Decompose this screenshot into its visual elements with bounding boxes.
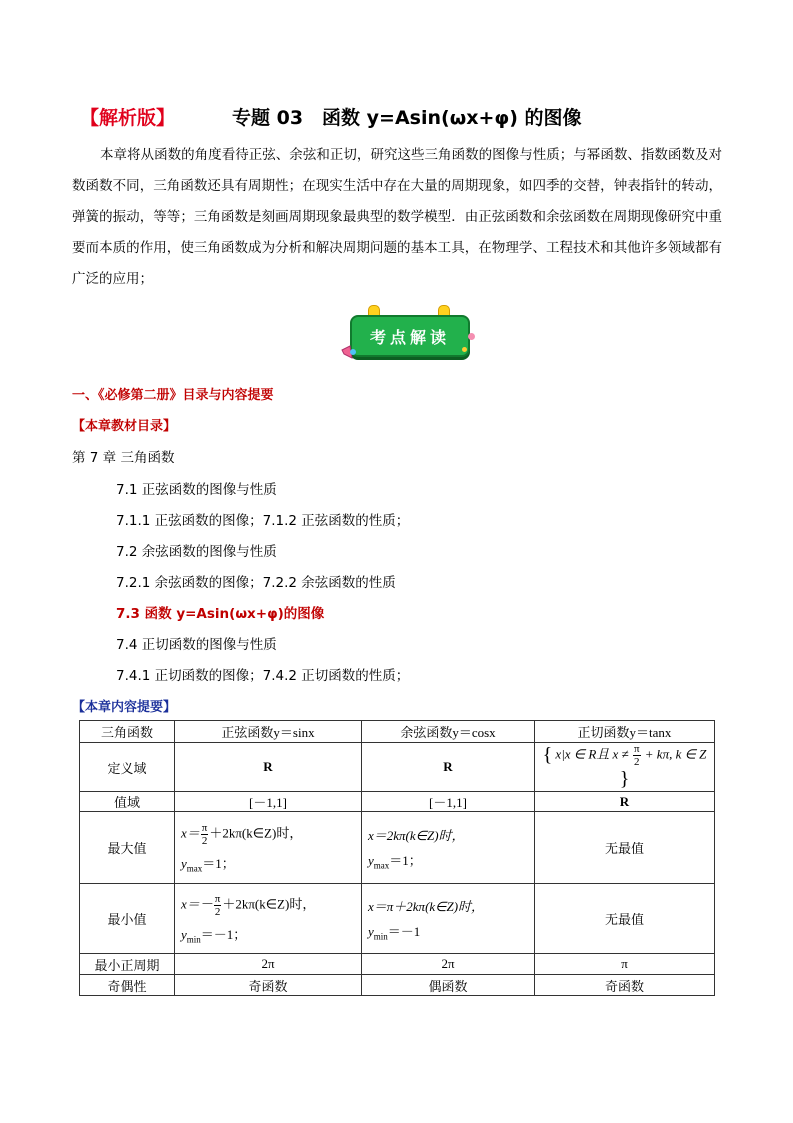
fraction: $\frac{\pi}{2}$ — [633, 743, 640, 768]
toc-item: 7.2 余弦函数的图像与性质 — [116, 544, 277, 560]
cell-cos-max: x＝2kπ(k∈Z)时， $y_{max}=1$； — [362, 812, 535, 884]
row-label: 值域 — [80, 792, 175, 812]
table-row — [80, 884, 715, 954]
cell-tan-min: 无最值 — [535, 884, 715, 954]
table-row — [80, 975, 715, 996]
badge-label: 考点解读 — [369, 328, 450, 347]
intro-paragraph: 本章将从函数的角度看待正弦、余弦和正切，研究这些三角函数的图像与性质；与幂函数、指数函数及对数函数不同，三角函数还具有周期性；在现实生活中存在大量的周期现象，如四季的交替，钟表指针的转动，弹簧的振动，等等；三角函数是刻画周期现象最典型的数学模型．由正弦函数和余弦函数在周期现像研究中重要而本质的作用，使三角函数成为分析和解决周期问题的基本工具，在物理学、工程技术和其他许多领域都有广泛的应用； — [72, 147, 722, 287]
title-row — [80, 103, 740, 133]
cell-cos-domain: R — [362, 743, 535, 792]
row-label: 奇偶性 — [80, 975, 175, 996]
header-cell: 余弦函数y＝cosx — [362, 721, 535, 743]
row-label: 最小正周期 — [80, 954, 175, 975]
toc-item: 7.4 正切函数的图像与性质 — [116, 637, 277, 653]
cell-tan-range: R — [535, 792, 715, 812]
row-label: 定义域 — [80, 743, 175, 792]
header-cell: 正弦函数y＝sinx — [175, 721, 362, 743]
page-title: 专题 03 函数 y=Asin(ωx+φ) 的图像 — [232, 107, 582, 129]
cell-sin-max: x＝ $\frac{\pi}{2}$ ＋2kπ(k∈Z)时， $y_{max}=1$； — [175, 812, 362, 884]
intro-text — [72, 140, 722, 295]
table-row — [80, 792, 715, 812]
cell-tan-parity: 奇函数 — [535, 975, 715, 996]
decor-dot — [468, 333, 475, 340]
cell-tan-domain: { x|x ∈ R且 x ≠ $\frac{\pi}{2}$ + kπ, k ∈ Z } — [535, 743, 715, 792]
cell-sin-parity: 奇函数 — [175, 975, 362, 996]
toc-item: 7.2.1 余弦函数的图像；7.2.2 余弦函数的性质 — [116, 575, 396, 591]
edition-tag: 【解析版】 — [80, 107, 176, 129]
section-heading: 一、《必修第二册》目录与内容提要 — [72, 388, 274, 403]
toc-item-highlighted: 7.3 函数 y=Asin(ωx+φ)的图像 — [116, 606, 325, 622]
cell-cos-parity: 偶函数 — [362, 975, 535, 996]
cell-cos-period: 2π — [362, 954, 535, 975]
cell-cos-range: [－1,1] — [362, 792, 535, 812]
header-cell: 正切函数y＝tanx — [535, 721, 715, 743]
toc-chapter: 第 7 章 三角函数 — [72, 450, 175, 466]
table-header-row — [80, 721, 715, 743]
badge-box — [350, 315, 470, 357]
decor-dot — [462, 347, 467, 352]
cell-sin-range: [－1,1] — [175, 792, 362, 812]
summary-heading: 【本章内容提要】 — [72, 700, 177, 715]
cell-sin-domain: R — [175, 743, 362, 792]
cell-cos-min: x＝π＋2kπ(k∈Z)时， $y_{min}=-1$ — [362, 884, 535, 954]
cell-sin-period: 2π — [175, 954, 362, 975]
toc-item: 7.1 正弦函数的图像与性质 — [116, 482, 277, 498]
row-label: 最小值 — [80, 884, 175, 954]
toc-item: 7.1.1 正弦函数的图像；7.1.2 正弦函数的性质； — [116, 513, 410, 529]
fraction: $\frac{\pi}{2}$ — [214, 892, 221, 918]
cell-tan-period: π — [535, 954, 715, 975]
table-row — [80, 954, 715, 975]
table-row — [80, 743, 715, 792]
toc-heading: 【本章教材目录】 — [72, 419, 177, 434]
row-label: 最大值 — [80, 812, 175, 884]
cell-sin-min: x＝－ $\frac{\pi}{2}$ ＋2kπ(k∈Z)时， $y_{min}=-1$； — [175, 884, 362, 954]
badge — [340, 303, 475, 365]
header-cell: 三角函数 — [80, 721, 175, 743]
cell-tan-max: 无最值 — [535, 812, 715, 884]
fraction: $\frac{\pi}{2}$ — [201, 821, 208, 847]
toc-item: 7.4.1 正切函数的图像；7.4.2 正切函数的性质； — [116, 668, 410, 684]
megaphone-icon — [340, 345, 358, 359]
table-row — [80, 812, 715, 884]
summary-table — [79, 720, 715, 996]
